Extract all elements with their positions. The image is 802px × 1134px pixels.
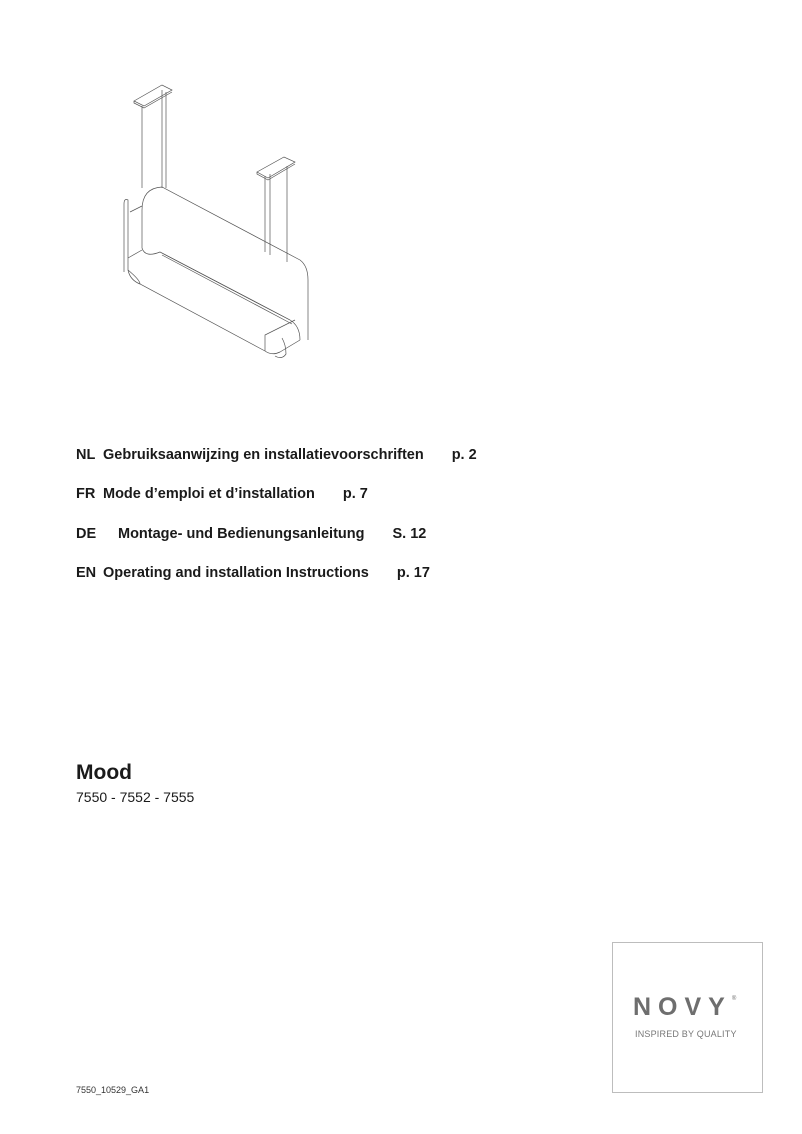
toc-lang-fr: FR bbox=[76, 486, 96, 502]
logo-brand-row bbox=[633, 993, 736, 1022]
toc-title-en[interactable]: Operating and installation Instructions bbox=[103, 565, 369, 581]
toc-title-de[interactable]: Montage- und Bedienungsanleitung bbox=[118, 526, 365, 542]
toc-page-fr[interactable]: p. 7 bbox=[342, 486, 368, 502]
toc-title-fr[interactable]: Mode d’emploi et d’installation bbox=[103, 486, 315, 502]
toc-row-de bbox=[76, 526, 426, 542]
toc-row-fr bbox=[76, 486, 368, 502]
logo-brand: NOVY bbox=[633, 993, 732, 1021]
toc-lang-de: DE bbox=[76, 526, 97, 542]
toc-lang-nl: NL bbox=[76, 447, 96, 463]
toc-row-en bbox=[76, 565, 430, 581]
toc-title-nl[interactable]: Gebruiksaanwijzing en installatievoorschriften bbox=[103, 447, 424, 463]
toc-page-nl[interactable]: p. 2 bbox=[451, 447, 477, 463]
cooker-hood-illustration bbox=[100, 70, 340, 370]
toc-page-en[interactable]: p. 17 bbox=[396, 565, 430, 581]
logo-registered-mark: ® bbox=[731, 996, 737, 1002]
document-code: 7550_10529_GA1 bbox=[76, 1085, 150, 1095]
product-name: Mood bbox=[76, 761, 132, 784]
toc-lang-en: EN bbox=[76, 565, 97, 581]
logo-tagline: INSPIRED BY QUALITY bbox=[635, 1029, 737, 1039]
product-models: 7550 - 7552 - 7555 bbox=[76, 789, 195, 805]
novy-logo bbox=[612, 942, 763, 1093]
toc-row-nl bbox=[76, 447, 477, 463]
toc-page-de[interactable]: S. 12 bbox=[392, 526, 427, 542]
